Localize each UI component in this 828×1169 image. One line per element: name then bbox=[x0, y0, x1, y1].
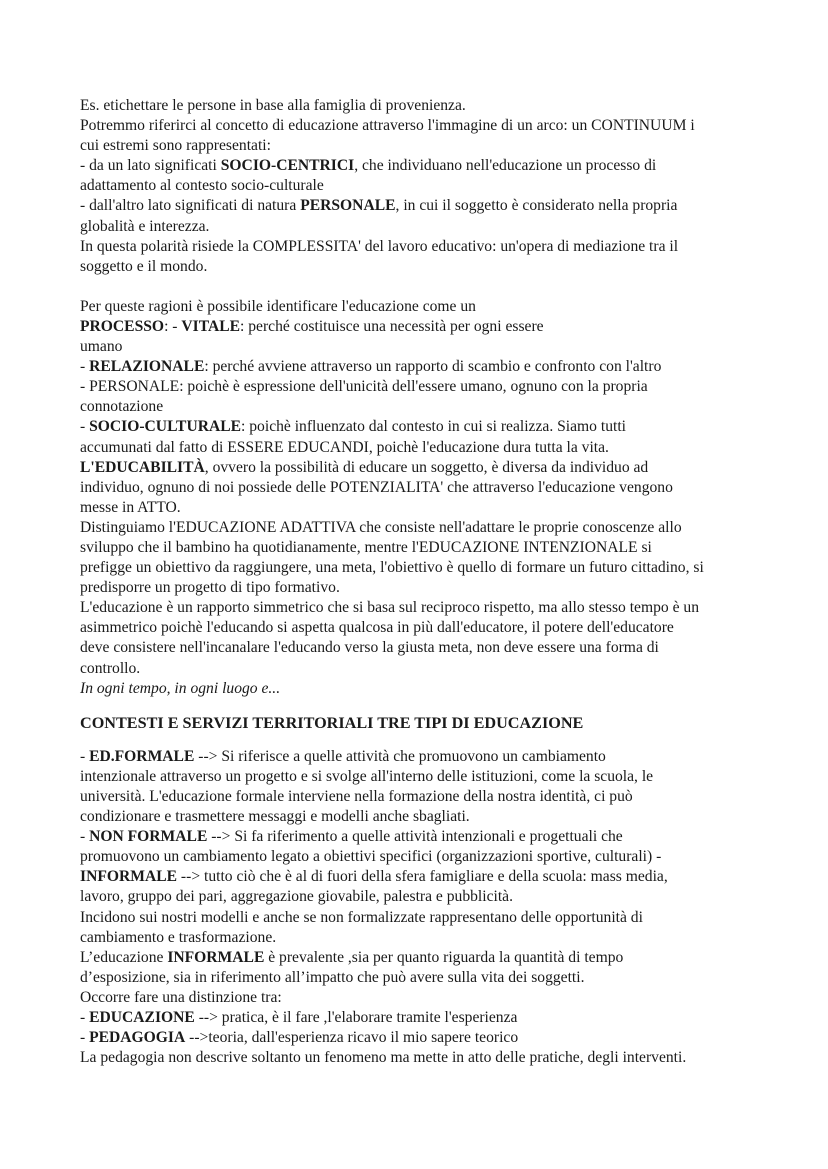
text-line: In questa polarità risiede la COMPLESSITA' del lavoro educativo: un'opera di mediazione tra il bbox=[80, 237, 679, 255]
text-line: Distinguiamo l'EDUCAZIONE ADATTIVA che consiste nell'adattare le proprie conoscenze allo bbox=[80, 518, 682, 536]
text-line: adattamento al contesto socio-culturale bbox=[80, 177, 324, 195]
text-line-pedagogia: - PEDAGOGIA -->teoria, dall'esperienza ricavo il mio sapere teorico bbox=[80, 1029, 519, 1047]
text-line-prevalente: L’educazione INFORMALE è prevalente ,sia per quanto riguarda la quantità di tempo bbox=[80, 948, 624, 966]
text-line-socio-centrici: - da un lato significati SOCIO-CENTRICI, che individuano nell'educazione un processo di bbox=[80, 157, 657, 175]
text-line-relazionale: - RELAZIONALE: perché avviene attraverso un rapporto di scambio e confronto con l'altro bbox=[80, 358, 662, 376]
document-page bbox=[80, 96, 780, 1068]
text-line-ed-formale: - ED.FORMALE --> Si riferisce a quelle attività che promuovono un cambiamento bbox=[80, 747, 606, 765]
text-line: soggetto e il mondo. bbox=[80, 257, 208, 275]
text-line: intenzionale attraverso un progetto e si svolge all'interno delle istituzioni, come la scuola, le bbox=[80, 767, 654, 785]
text-line-educazione: - EDUCAZIONE --> pratica, è il fare ,l'elaborare tramite l'esperienza bbox=[80, 1009, 518, 1027]
text-line: università. L'educazione formale interviene nella formazione della nostra identità, ci può bbox=[80, 788, 633, 805]
text-line: d’esposizione, sia in riferimento all’impatto che può avere sulla vita dei soggetti. bbox=[80, 968, 585, 986]
text-line: Occorre fare una distinzione tra: bbox=[80, 988, 282, 1006]
text-line: Incidono sui nostri modelli e anche se non formalizzate rappresentano delle opportunità di bbox=[80, 908, 643, 926]
text-line: - PERSONALE: poichè è espressione dell'unicità dell'essere umano, ognuno con la propria bbox=[80, 378, 648, 396]
text-line: predisporre un progetto di tipo formativo. bbox=[80, 579, 340, 597]
text-line: globalità e interezza. bbox=[80, 217, 210, 235]
text-line: Potremmo riferirci al concetto di educazione attraverso l'immagine di un arco: un CONTINUUM i bbox=[80, 117, 695, 135]
text-line-socio-culturale: - SOCIO-CULTURALE: poichè influenzato dal contesto in cui si realizza. Siamo tutti bbox=[80, 418, 626, 436]
text-line-non-formale: - NON FORMALE --> Si fa riferimento a quelle attività intenzionali e progettuali che bbox=[80, 828, 623, 846]
text-line: deve consistere nell'incanalare l'educando verso la giusta meta, non deve essere una forma di bbox=[80, 639, 659, 657]
text-line: cambiamento e trasformazione. bbox=[80, 928, 277, 946]
text-line: lavoro, gruppo dei pari, aggregazione giovabile, palestra e pubblicità. bbox=[80, 888, 514, 906]
text-line: umano bbox=[80, 338, 123, 356]
text-line-processo: PROCESSO: - VITALE: perché costituisce una necessità per ogni essere bbox=[80, 317, 544, 335]
text-line: messe in ATTO. bbox=[80, 498, 181, 516]
section-heading: CONTESTI E SERVIZI TERRITORIALI TRE TIPI DI EDUCAZIONE bbox=[80, 713, 584, 732]
text-line: cui estremi sono rappresentati: bbox=[80, 137, 271, 155]
paragraph-gap bbox=[80, 277, 780, 297]
text-line: individuo, ognuno di noi possiede delle POTENZIALITA' che attraverso l'educazione vengono bbox=[80, 478, 673, 496]
text-line: Per queste ragioni è possibile identificare l'educazione come un bbox=[80, 297, 476, 315]
text-line: accumunati dal fatto di ESSERE EDUCANDI, poichè l'educazione dura tutta la vita. bbox=[80, 438, 609, 456]
text-line: condizionare e trasmettere messaggi e modelli anche sbagliati. bbox=[80, 808, 470, 826]
text-line: Es. etichettare le persone in base alla famiglia di provenienza. bbox=[80, 97, 466, 114]
paragraph-gap bbox=[80, 733, 780, 747]
text-line: sviluppo che il bambino ha quotidianamente, mentre l'EDUCAZIONE INTENZIONALE si bbox=[80, 538, 652, 556]
text-line-informale: INFORMALE --> tutto ciò che è al di fuori della sfera famigliare e della scuola: mass media, bbox=[80, 868, 668, 886]
text-line-educabilita: L'EDUCABILITÀ, ovvero la possibilità di educare un soggetto, è diversa da individuo ad bbox=[80, 458, 649, 476]
text-line: prefigge un obiettivo da raggiungere, una meta, l'obiettivo è quello di formare un futuro cittadino, si bbox=[80, 559, 704, 577]
text-line: promuovono un cambiamento legato a obiettivi specifici (organizzazioni sportive, culturali) - bbox=[80, 848, 662, 866]
text-line: La pedagogia non descrive soltanto un fenomeno ma mette in atto delle pratiche, degli interventi. bbox=[80, 1049, 687, 1067]
italic-line: In ogni tempo, in ogni luogo e... bbox=[80, 679, 281, 697]
text-line: controllo. bbox=[80, 659, 141, 677]
text-line: L'educazione è un rapporto simmetrico che si basa sul reciproco rispetto, ma allo stesso tempo è un bbox=[80, 599, 700, 617]
paragraph-gap bbox=[80, 699, 780, 713]
text-line: connotazione bbox=[80, 398, 164, 416]
text-line-personale: - dall'altro lato significati di natura PERSONALE, in cui il soggetto è considerato nella propria bbox=[80, 197, 678, 215]
text-line: asimmetrico poichè l'educando si aspetta qualcosa in più dall'educatore, il potere dell'educatore bbox=[80, 619, 674, 637]
